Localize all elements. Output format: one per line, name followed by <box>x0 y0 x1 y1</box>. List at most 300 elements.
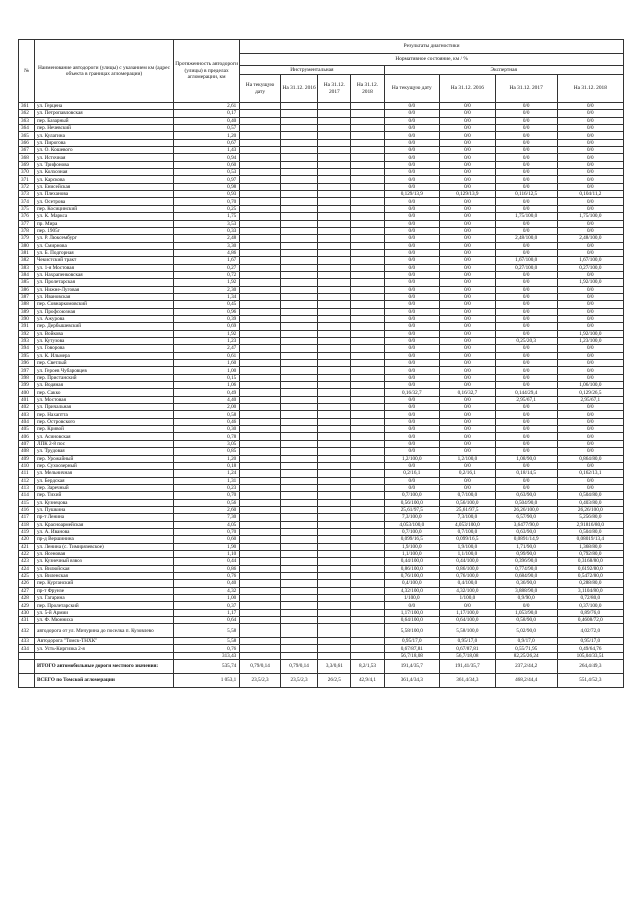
expert-2016: 0/0 <box>440 227 496 234</box>
header-instr-2017: На 31.12. 2017 <box>318 75 351 103</box>
expert-2016: 0/0 <box>440 396 496 403</box>
instr-2018 <box>351 293 384 300</box>
road-length: 0,70 <box>173 492 239 499</box>
expert-current: 191,4/35,7 <box>384 660 440 674</box>
instr-2016 <box>280 110 317 117</box>
road-name: ул. О. Кошевого <box>35 147 174 154</box>
table-row <box>19 396 624 403</box>
expert-2018: 4,02/72,0 <box>557 624 623 638</box>
expert-2017: 0/0 <box>495 602 557 609</box>
expert-2016: 0,64/100,0 <box>440 617 496 624</box>
row-number: 397 <box>19 367 35 374</box>
instr-2016 <box>280 286 317 293</box>
instr-current <box>240 169 281 176</box>
instr-2018 <box>351 440 384 447</box>
table-row <box>19 550 624 557</box>
road-name: ул. К. Ильмера <box>35 352 174 359</box>
expert-2017: 0,18/14,5 <box>495 470 557 477</box>
road-length: 0,27 <box>173 264 239 271</box>
instr-current <box>240 257 281 264</box>
expert-2018: 0/0 <box>557 147 623 154</box>
instr-2017 <box>318 543 351 550</box>
expert-current: 0/0 <box>384 301 440 308</box>
expert-current: 1,17/100,0 <box>384 609 440 616</box>
expert-current: 361,4/34,3 <box>384 673 440 687</box>
road-length: 0,39 <box>173 315 239 322</box>
table-row <box>19 249 624 256</box>
road-length: 0,37 <box>173 602 239 609</box>
expert-current: 0,64/100,0 <box>384 617 440 624</box>
road-name: ул. Мостовая <box>35 396 174 403</box>
expert-2018: 1,67/100,0 <box>557 257 623 264</box>
expert-2016: 0,7/100,0 <box>440 528 496 535</box>
expert-2017: 0/0 <box>495 103 557 110</box>
instr-2016 <box>280 440 317 447</box>
expert-2017: 0/0 <box>495 227 557 234</box>
instr-2017 <box>318 367 351 374</box>
road-name: ул. Трифонова <box>35 161 174 168</box>
road-length: 4,86 <box>173 249 239 256</box>
table-row <box>19 492 624 499</box>
instr-2017 <box>318 161 351 168</box>
road-name: ул. Ажурова <box>35 315 174 322</box>
road-name: ул. Енисейская <box>35 183 174 190</box>
road-length: 4,32 <box>173 587 239 594</box>
table-row <box>19 139 624 146</box>
road-length: 1,34 <box>173 293 239 300</box>
row-number: 416 <box>19 506 35 513</box>
instr-current <box>240 374 281 381</box>
expert-2016: 0/0 <box>440 323 496 330</box>
expert-2016: 0/0 <box>440 103 496 110</box>
instr-current <box>240 536 281 543</box>
instr-2016 <box>280 382 317 389</box>
table-row <box>19 462 624 469</box>
expert-2018: 0/0 <box>557 249 623 256</box>
instr-2016 <box>280 433 317 440</box>
road-name: ул. Петропавловская <box>35 110 174 117</box>
road-name: пер. Базарный <box>35 117 174 124</box>
table-row <box>19 161 624 168</box>
instr-2016 <box>280 323 317 330</box>
road-name: пр-т Фрунзе <box>35 587 174 594</box>
instr-2018 <box>351 426 384 433</box>
expert-2016: 0/0 <box>440 338 496 345</box>
expert-2016: 0/0 <box>440 477 496 484</box>
road-length: 7,30 <box>173 514 239 521</box>
table-row <box>19 609 624 616</box>
instr-current <box>240 264 281 271</box>
instr-2017 <box>318 293 351 300</box>
expert-current: 0/0 <box>384 396 440 403</box>
instr-2018 <box>351 404 384 411</box>
instr-2016 <box>280 103 317 110</box>
header-instr-current: На текущую дату <box>240 75 281 103</box>
expert-2017: 0/0 <box>495 293 557 300</box>
road-name: ул. Нахрапенковская <box>35 271 174 278</box>
instr-2018 <box>351 645 384 652</box>
expert-2016: 0/0 <box>440 374 496 381</box>
row-number <box>19 660 35 674</box>
road-name: ул. 1-я Мостовая <box>35 264 174 271</box>
road-length: 1,20 <box>173 132 239 139</box>
instr-2018 <box>351 573 384 580</box>
expert-2016: 0,4/100,0 <box>440 580 496 587</box>
expert-2017: 0/0 <box>495 205 557 212</box>
header-instr-2016: На 31.12. 2016 <box>280 75 317 103</box>
road-name: ул. Героев Чубаровцев <box>35 367 174 374</box>
road-name: ул. Причальная <box>35 404 174 411</box>
expert-2018: 2,95/67,1 <box>557 396 623 403</box>
expert-2018: 0/0 <box>557 161 623 168</box>
instr-2018 <box>351 565 384 572</box>
expert-2016: 1,17/100,0 <box>440 609 496 616</box>
row-number: 387 <box>19 293 35 300</box>
road-name: пер. Островского <box>35 418 174 425</box>
expert-2017: 0/0 <box>495 169 557 176</box>
row-number: 395 <box>19 352 35 359</box>
instr-current <box>240 396 281 403</box>
expert-2018: 0/0 <box>557 352 623 359</box>
expert-2016: 0/0 <box>440 382 496 389</box>
instr-2017 <box>318 565 351 572</box>
road-name: ул. Герцена <box>35 103 174 110</box>
table-row <box>19 514 624 521</box>
road-name: ул. Кузнечный взвоз <box>35 558 174 565</box>
expert-current: 0/0 <box>384 382 440 389</box>
instr-2018 <box>351 462 384 469</box>
instr-current <box>240 440 281 447</box>
road-length: 535,74 <box>173 660 239 674</box>
instr-2018 <box>351 455 384 462</box>
instr-current <box>240 624 281 638</box>
row-number: 368 <box>19 154 35 161</box>
road-length: 1,60 <box>173 360 239 367</box>
expert-current: 0/0 <box>384 125 440 132</box>
expert-current: 0/0 <box>384 279 440 286</box>
table-row <box>19 191 624 198</box>
instr-2016 <box>280 609 317 616</box>
expert-2017: 0,55/71,95 <box>495 645 557 652</box>
instr-current <box>240 617 281 624</box>
instr-2017 <box>318 433 351 440</box>
expert-current: 0/0 <box>384 213 440 220</box>
row-number: 404 <box>19 418 35 425</box>
instr-2017 <box>318 558 351 565</box>
expert-current: 0/0 <box>384 154 440 161</box>
expert-2016: 0/0 <box>440 330 496 337</box>
expert-2016: 0,86/100,0 <box>440 565 496 572</box>
instr-2016 <box>280 462 317 469</box>
expert-current: 0/0 <box>384 286 440 293</box>
expert-2018: 0/0 <box>557 448 623 455</box>
row-number: 378 <box>19 227 35 234</box>
instr-2018 <box>351 279 384 286</box>
road-length: 3,53 <box>173 220 239 227</box>
road-name: ВСЕГО по Томской агломерации <box>35 673 174 687</box>
road-length: 0,64 <box>173 617 239 624</box>
expert-2018: 0,129/26,5 <box>557 389 623 396</box>
row-number: 411 <box>19 470 35 477</box>
road-length: 0,44 <box>173 558 239 565</box>
instr-2017 <box>318 595 351 602</box>
expert-2016: 0/0 <box>440 169 496 176</box>
road-length: 0,72 <box>173 271 239 278</box>
row-number: 414 <box>19 492 35 499</box>
instr-current <box>240 433 281 440</box>
table-row <box>19 506 624 513</box>
total-row <box>19 660 624 674</box>
instr-2017 <box>318 528 351 535</box>
expert-2017: 0/0 <box>495 117 557 124</box>
expert-2016: 0/0 <box>440 205 496 212</box>
expert-current: 0/0 <box>384 602 440 609</box>
instr-2017 <box>318 330 351 337</box>
road-length: 1,20 <box>173 455 239 462</box>
expert-2018: 0/0 <box>557 477 623 484</box>
road-name: ул. Вилюйская <box>35 565 174 572</box>
road-length: 0,97 <box>173 176 239 183</box>
expert-current: 0/0 <box>384 448 440 455</box>
expert-current: 7,3/100,0 <box>384 514 440 521</box>
expert-2017: 0/0 <box>495 139 557 146</box>
instr-2017 <box>318 462 351 469</box>
expert-2018: 0/0 <box>557 367 623 374</box>
instr-2017 <box>318 242 351 249</box>
instr-2018 <box>351 602 384 609</box>
expert-2017: 0/0 <box>495 330 557 337</box>
instr-2017 <box>318 536 351 543</box>
expert-2017: 0/0 <box>495 286 557 293</box>
expert-2017: 2,95/67,1 <box>495 396 557 403</box>
expert-current: 0/0 <box>384 330 440 337</box>
expert-2016: 0/0 <box>440 235 496 242</box>
instr-current <box>240 139 281 146</box>
expert-2018: 0,72/80,0 <box>557 595 623 602</box>
expert-2017: 0/0 <box>495 404 557 411</box>
expert-2018: 0,288/80,0 <box>557 580 623 587</box>
row-number: 428 <box>19 595 35 602</box>
expert-2016: 0/0 <box>440 308 496 315</box>
row-number: 419 <box>19 528 35 535</box>
instr-2016 <box>280 558 317 565</box>
instr-2016 <box>280 595 317 602</box>
expert-2018: 0/0 <box>557 360 623 367</box>
expert-2018: 0/0 <box>557 315 623 322</box>
document-page <box>18 39 624 688</box>
row-number: 402 <box>19 404 35 411</box>
expert-2018: 0,37/100,0 <box>557 602 623 609</box>
expert-2017: 1,67/100,0 <box>495 257 557 264</box>
instr-2018 <box>351 220 384 227</box>
expert-current: 0/0 <box>384 264 440 271</box>
table-row <box>19 315 624 322</box>
expert-current: 4,32/100,0 <box>384 587 440 594</box>
instr-current <box>240 110 281 117</box>
expert-2018: 0/0 <box>557 271 623 278</box>
instr-2017 <box>318 323 351 330</box>
expert-current: 4,053/100,0 <box>384 521 440 528</box>
expert-2016: 0,16/32,7 <box>440 389 496 396</box>
expert-2016: 0/0 <box>440 484 496 491</box>
expert-current: 1,2/100,0 <box>384 455 440 462</box>
instr-current <box>240 330 281 337</box>
expert-2016: 1/100,0 <box>440 595 496 602</box>
table-row <box>19 213 624 220</box>
instr-current <box>240 602 281 609</box>
instr-2018 <box>351 470 384 477</box>
row-number: 379 <box>19 235 35 242</box>
road-name: ул. Усть-Киргизка 2-я <box>35 645 174 652</box>
table-row <box>19 543 624 550</box>
instr-current <box>240 242 281 249</box>
row-number: 377 <box>19 220 35 227</box>
instr-current <box>240 645 281 652</box>
instr-2016 <box>280 617 317 624</box>
instr-current <box>240 176 281 183</box>
expert-2018: 0,162/13,1 <box>557 470 623 477</box>
instr-2017 <box>318 426 351 433</box>
expert-2016: 0/0 <box>440 293 496 300</box>
road-length: 0,96 <box>173 308 239 315</box>
instr-2016 <box>280 477 317 484</box>
table-row <box>19 242 624 249</box>
row-number: 426 <box>19 580 35 587</box>
expert-2018: 0/0 <box>557 345 623 352</box>
expert-2018: 0,5472/80,0 <box>557 573 623 580</box>
instr-2017 <box>318 484 351 491</box>
instr-2016 <box>280 227 317 234</box>
road-name: пер. Курганский <box>35 580 174 587</box>
instr-2018 <box>351 330 384 337</box>
row-number: 415 <box>19 499 35 506</box>
expert-2018: 1,23/100,0 <box>557 338 623 345</box>
instr-2018 <box>351 477 384 484</box>
instr-2018 <box>351 176 384 183</box>
instr-2018 <box>351 652 384 659</box>
row-number: 382 <box>19 257 35 264</box>
instr-current: 0,79/0,14 <box>240 660 281 674</box>
row-number: 398 <box>19 374 35 381</box>
road-name: Чекистский тракт <box>35 257 174 264</box>
expert-2016: 0/0 <box>440 110 496 117</box>
table-row <box>19 338 624 345</box>
instr-2018 <box>351 264 384 271</box>
expert-2016: 4,32/100,0 <box>440 587 496 594</box>
row-number: 381 <box>19 249 35 256</box>
expert-current: 0/0 <box>384 345 440 352</box>
instr-2018 <box>351 154 384 161</box>
row-number: 393 <box>19 338 35 345</box>
expert-2018: 0,4608/72,0 <box>557 617 623 624</box>
expert-2018: 0/0 <box>557 132 623 139</box>
instr-current <box>240 514 281 521</box>
expert-2018: 0/0 <box>557 433 623 440</box>
table-row <box>19 470 624 477</box>
instr-2017 <box>318 139 351 146</box>
instr-2018 <box>351 235 384 242</box>
instr-current <box>240 528 281 535</box>
expert-2017: 0/0 <box>495 411 557 418</box>
expert-2016: 0,95/17,0 <box>440 638 496 645</box>
instr-2016 <box>280 279 317 286</box>
instr-2017 <box>318 271 351 278</box>
instr-2017 <box>318 352 351 359</box>
road-name: пер. 1905г <box>35 227 174 234</box>
header-road-name: Наименование автодороги (улицы) с указанием км (адрес объекта в границах агломерации) <box>35 40 174 103</box>
header-length: Протяженность автодороги (улицы) в пределах агломерации, км <box>173 40 239 103</box>
expert-2017: 0/0 <box>495 382 557 389</box>
instr-2016 <box>280 117 317 124</box>
row-number: 430 <box>19 609 35 616</box>
header-instr-2018: На 31.12. 2018 <box>351 75 384 103</box>
road-length: 1,43 <box>173 147 239 154</box>
expert-2016: 0,2/16,1 <box>440 470 496 477</box>
instr-current <box>240 286 281 293</box>
instr-current <box>240 220 281 227</box>
instr-2017 <box>318 176 351 183</box>
instr-current <box>240 338 281 345</box>
expert-2017: 0/0 <box>495 110 557 117</box>
road-name: ул. 5-й Армии <box>35 609 174 616</box>
instr-2016 <box>280 565 317 572</box>
expert-2018: 0,49/64,76 <box>557 645 623 652</box>
road-name: ул. Смирнова <box>35 242 174 249</box>
instr-current <box>240 293 281 300</box>
table-row <box>19 382 624 389</box>
instr-2018 <box>351 558 384 565</box>
expert-2018: 0/0 <box>557 462 623 469</box>
instr-2016 <box>280 484 317 491</box>
row-number: 372 <box>19 183 35 190</box>
road-length: 0,86 <box>173 565 239 572</box>
expert-2018: 0,6192/80,0 <box>557 565 623 572</box>
expert-2018: 0/0 <box>557 103 623 110</box>
table-row <box>19 411 624 418</box>
instr-2016 <box>280 191 317 198</box>
road-length: 2,00 <box>173 404 239 411</box>
road-name: пер. Сакко <box>35 389 174 396</box>
instr-current <box>240 367 281 374</box>
instr-2017 <box>318 257 351 264</box>
road-length: 0,15 <box>173 374 239 381</box>
expert-2016: 0/0 <box>440 183 496 190</box>
road-name: пер. Косицинский <box>35 205 174 212</box>
expert-2018: 0/0 <box>557 404 623 411</box>
expert-2018: 0/0 <box>557 154 623 161</box>
instr-2016 <box>280 521 317 528</box>
instr-2016 <box>280 301 317 308</box>
row-number: 364 <box>19 125 35 132</box>
road-name: ул. Трудовая <box>35 448 174 455</box>
expert-2018: 0,95/17,0 <box>557 638 623 645</box>
road-length: 0,30 <box>173 426 239 433</box>
instr-2018 <box>351 580 384 587</box>
expert-2018: 0/0 <box>557 220 623 227</box>
table-row <box>19 110 624 117</box>
expert-2016: 0/0 <box>440 242 496 249</box>
row-number: 427 <box>19 587 35 594</box>
expert-2017: 0,63/90,0 <box>495 492 557 499</box>
road-name: ул. Кузнецова <box>35 499 174 506</box>
expert-2018: 1,06/100,0 <box>557 382 623 389</box>
expert-2017: 0/0 <box>495 440 557 447</box>
instr-2016 <box>280 352 317 359</box>
expert-current: 0/0 <box>384 477 440 484</box>
road-length: 2,30 <box>173 286 239 293</box>
instr-2018 <box>351 550 384 557</box>
expert-2017: 0,684/90,0 <box>495 573 557 580</box>
